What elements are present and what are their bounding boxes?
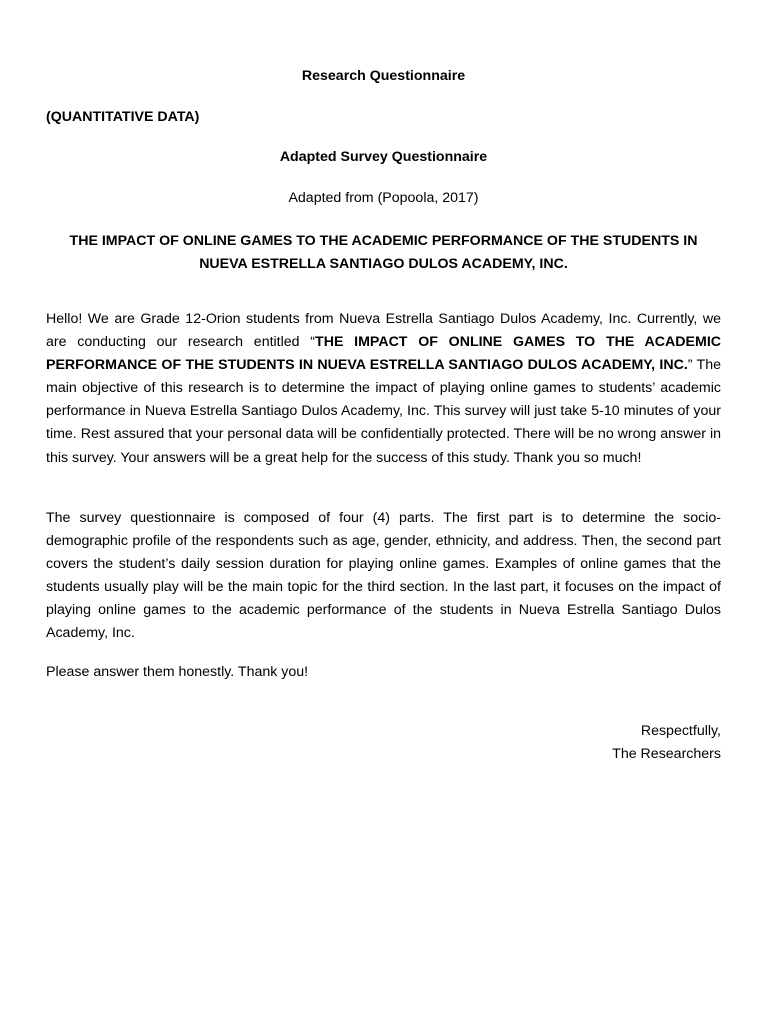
intro-text-after: ” The main objective of this research is to determine the impact of playing online games to students’ academic performance in Nueva Estrella Santiago Dulos Academy, Inc. This survey will just take 5-10 minutes of your time. Rest assured that your personal data will be confidentially protected. There will be no wrong answer in this survey. Your answers will be a great help for the success of this study. Thank you so much! <box>46 357 721 466</box>
data-type-label: (QUANTITATIVE DATA) <box>46 109 200 125</box>
request-paragraph: Please answer them honestly. Thank you! <box>46 664 309 680</box>
document-title: Research Questionnaire <box>301 68 466 84</box>
intro-text-before: Hello! We are Grade 12-Orion students from Nueva Estrella Santiago Dulos Academy, Inc. Currently, we are conducting our research entitled “ <box>46 311 721 351</box>
structure-paragraph: The survey questionnaire is composed of four (4) parts. The first part is to determine the socio-demographic profile of the respondents such as age, gender, ethnicity, and address. Then, the second part covers the student’s daily session duration for playing online games. Examples of online games that the students usually play will be the main topic for the third section. In the last part, it focuses on the impact of playing online games to the academic performance of the students in Nueva Estrella Santiago Dulos Academy, Inc. <box>46 510 721 642</box>
adapted-from-citation: Adapted from (Popoola, 2017) <box>288 190 479 206</box>
closing-block <box>46 720 721 766</box>
study-title: THE IMPACT OF ONLINE GAMES TO THE ACADEMIC PERFORMANCE OF THE STUDENTS IN NUEVA ESTRELLA SANTIAGO DULOS ACADEMY, INC. <box>69 233 698 272</box>
intro-research-title: THE IMPACT OF ONLINE GAMES TO THE ACADEMIC PERFORMANCE OF THE STUDENTS IN NUEVA ESTRELLA SANTIAGO DULOS ACADEMY, INC. <box>46 334 722 374</box>
closing-salutation: Respectfully, <box>640 723 721 739</box>
intro-paragraph <box>46 308 721 470</box>
closing-signature: The Researchers <box>612 746 721 762</box>
adapted-heading: Adapted Survey Questionnaire <box>279 149 488 165</box>
